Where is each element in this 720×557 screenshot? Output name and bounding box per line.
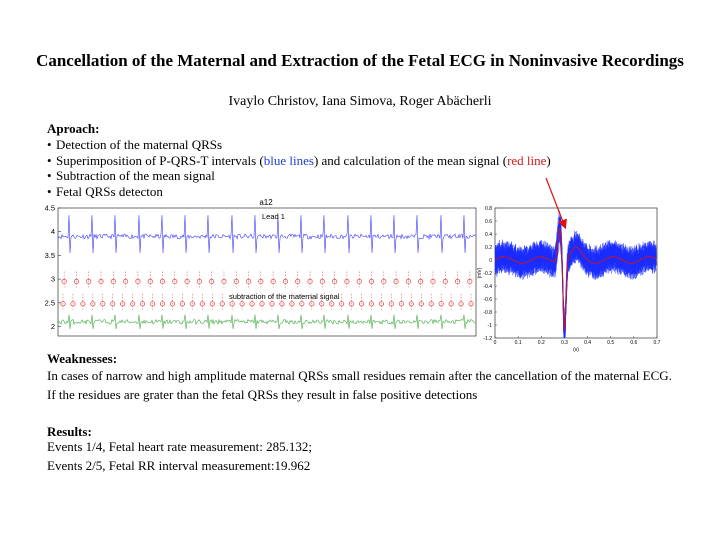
chart-b-xtick-label: 0.6 [630,340,638,346]
chart-b-ytick-label: 0.8 [485,206,492,212]
chart-a-title: a12 [259,198,273,207]
chart-b-xtick-label: 0.2 [537,340,545,346]
chart-a-ytick-label: 2.5 [44,298,55,308]
chart-a-ytick-label: 2 [50,322,55,332]
lead-1-label: Lead 1 [262,212,285,221]
page-title: Cancellation of the Maternal and Extraction of the Fetal ECG in Noninvasive Recordings [36,51,684,70]
approach-item: • Subtraction of the mean signal [47,168,551,184]
chart-b-ytick-label: 0.2 [485,245,492,251]
chart-a-ytick-label: 3.5 [44,250,55,260]
chart-b-ytick-label: 0.6 [485,219,492,225]
results-text: Events 1/4, Fetal heart rate measurement: 285.132; Events 2/5, Fetal RR interval measurement:19.962 [47,439,312,473]
approach-item: • Superimposition of P-QRS-T intervals (blue lines) and calculation of the mean signal (red line) [47,153,551,169]
chart-b-xtick-label: 0.3 [560,340,568,346]
chart-b-xtick-label: 0.5 [607,340,615,346]
chart-b-ytick-label: -0.8 [483,310,492,316]
red-line-text: red line [507,152,547,168]
chart-a-ytick-label: 4 [50,227,55,237]
weaknesses-heading: Weaknesses: [47,351,118,366]
chart-a-frame [58,208,476,336]
chart-b-xtick-label: 0.7 [653,340,661,346]
chart-b-ytick-label: -0.6 [483,297,492,303]
chart-a-ytick-label: 3 [50,274,55,284]
results-heading: Results: [47,424,92,439]
ecg-lead-chart [45,198,476,336]
chart-b-xtick-label: 0.1 [514,340,522,346]
weaknesses-text: In cases of narrow and high amplitude maternal QRSs small residues remain after the cancellation of the maternal ECG. If the residues are grater than the fetal QRSs they result in false positive detections [47,368,672,402]
chart-b-ytick-label: 0 [489,258,492,264]
authors: Ivaylo Christov, Iana Simova, Roger Abächerli [228,94,492,109]
chart-b-ytick-label: -0.2 [483,271,492,277]
chart-b-ytick-label: -1.2 [483,336,492,342]
chart-b-xtick-label: 0.4 [584,340,592,346]
chart-b-ytick-label: 0.4 [485,232,492,238]
superimposed-beats-chart [477,206,661,353]
chart-b-xtick-label: 0 [493,340,497,346]
chart-b-ytick-label: -1 [487,323,492,329]
blue-lines-text: blue lines [263,152,314,168]
chart-b-xlabel: (s) [573,347,579,353]
approach-item: • Fetal QRSs detecton [47,184,551,200]
approach-heading: Aproach: [47,121,100,136]
subtraction-label: subtraction of the maternal signal [229,292,340,301]
chart-b-ytick-label: -0.4 [483,284,492,290]
approach-item: • Detection of the maternal QRSs [47,137,551,153]
chart-a-ytick-label: 4.5 [44,203,55,213]
chart-b-ylabel: (mV) [477,267,483,279]
